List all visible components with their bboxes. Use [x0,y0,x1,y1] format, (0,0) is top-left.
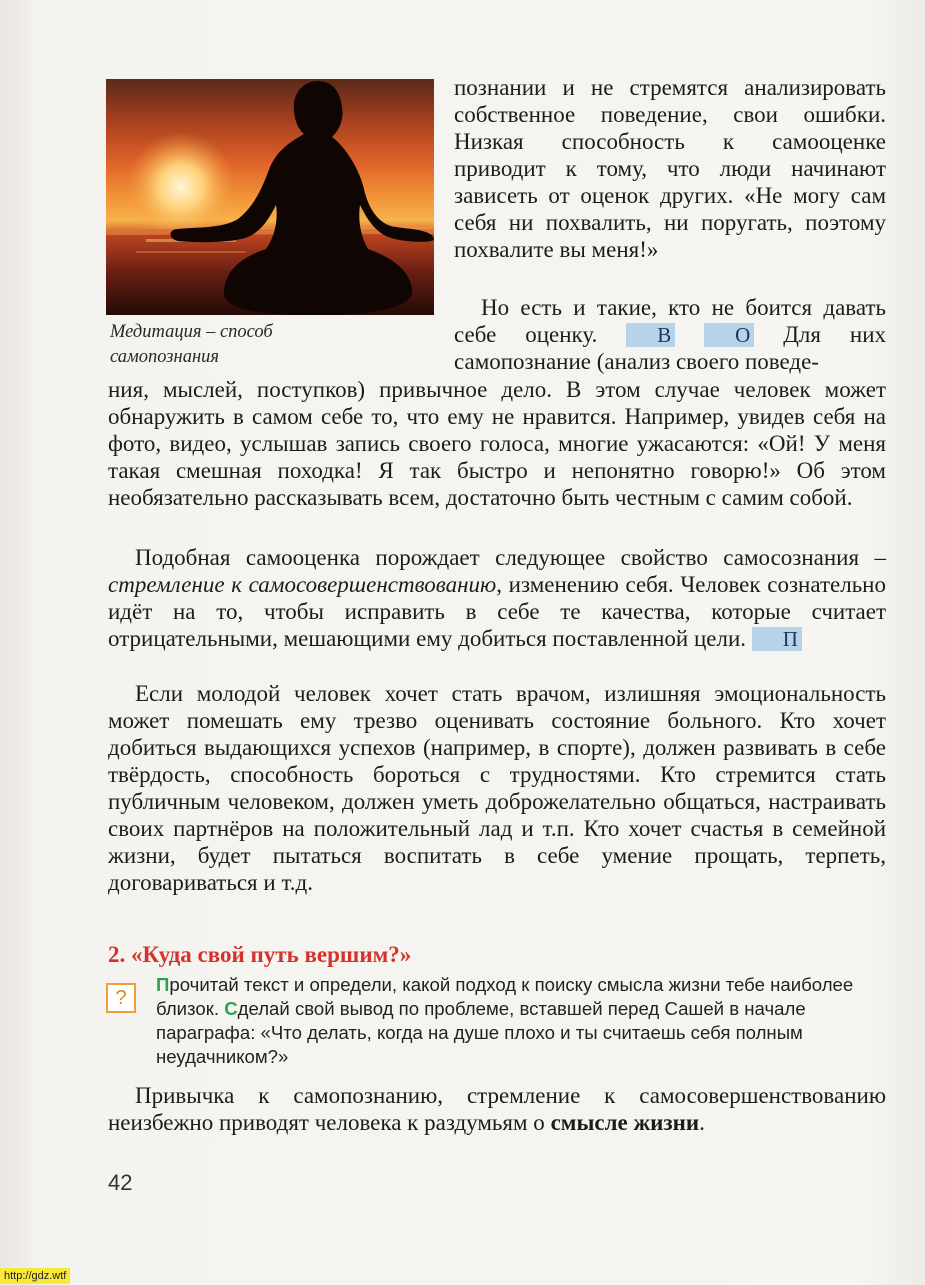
caption-line-2: самопознания [110,347,219,367]
task-text-1: рочитай текст и определи, какой подход к поиску смысла жизни тебе наиболее близок. [156,974,854,1019]
paragraph-2-head [454,294,886,374]
paragraph-5 [108,1082,886,1136]
paragraph-1 [454,74,886,263]
paragraph-3-end: , изменению себя. Человек сознательно идёт на то, чтобы исправить в себе те качества, которые считает отрицательными, мешающими ему добиться поставленной цели. [108,572,886,651]
photo-caption [110,320,350,370]
paragraph-2-text: ния, мыслей, поступков) привычное дело. В этом случае человек может обнаружить в самом себе то, что ему не нравится. Например, увидев себя на фото, видео, услышав запись своего голоса, многие ужасаются: «Ой! У меня такая смешная походка! Я так быстро и непонятно говорю!» Об этом необязательно рассказывать всем, достаточно быть честным с самим собой. [108,377,886,510]
marker-p-box: П [752,627,802,651]
paragraph-4 [108,680,886,896]
task-cap-1: П [156,974,170,995]
paragraph-3-start: Подобная самооценка порождает следующее свойство самосознания – [135,545,886,570]
paragraph-4-text: Если молодой человек хочет стать врачом, излишняя эмоциональность может помешать ему трезво оценивать состояние больного. Кто хочет добиться выдающихся успехов (например, в спорте), должен развивать в себе твёрдость, способность бороться с трудностями. Кто стремится стать публичным человеком, должен уметь доброжелательно общаться, настраивать своих партнёров на положительный лад и т.п. Кто хочет счастья в семейной жизни, будет пытаться воспитать в себе умение прощать, терпеть, договариваться и т.д. [108,681,886,895]
paragraph-5-text: Привычка к самопознанию, стремление к самосовершенствованию неизбежно приводят человека к раздумьям о [108,1083,886,1135]
task-text [156,973,886,1069]
paragraph-1-text: познании и не стремятся анализировать собственное поведение, свои ошибки. Низкая способность к самооценке приводит к тому, что люди начинают зависеть от оценок других. «Не могу сам себя ни похвалить, ни поругать, поэтому похвалите вы меня!» [454,75,886,262]
task-cap-2: С [224,998,238,1019]
paragraph-2-start: Но есть и такие, кто не боится давать себе оценку. [454,295,886,347]
paragraph-3-italic: стремление к самосовершенствованию [108,572,497,597]
paragraph-5-bold: смысле жизни [550,1110,700,1135]
watermark-link[interactable]: http://gdz.wtf [0,1268,70,1284]
marker-b-box: В [626,323,675,347]
paragraph-3 [108,544,886,652]
task-text-2: делай свой вывод по проблеме, вставшей перед Сашей в начале параграфа: «Что делать, когда на душе плохо и ты считаешь себя полным неудачником?» [156,998,806,1067]
paragraph-2-body [108,376,886,511]
meditation-photo [106,79,434,315]
marker-o-box: О [704,323,754,347]
section-heading: 2. «Куда свой путь вершим?» [108,942,412,967]
caption-line-1: Медитация – способ [110,322,273,342]
page-number: 42 [108,1170,133,1195]
paragraph-2-rest-top: Для них самопознание (анализ своего поведе- [454,322,886,374]
question-icon: ? [106,983,136,1013]
paragraph-5-end: . [699,1110,705,1135]
